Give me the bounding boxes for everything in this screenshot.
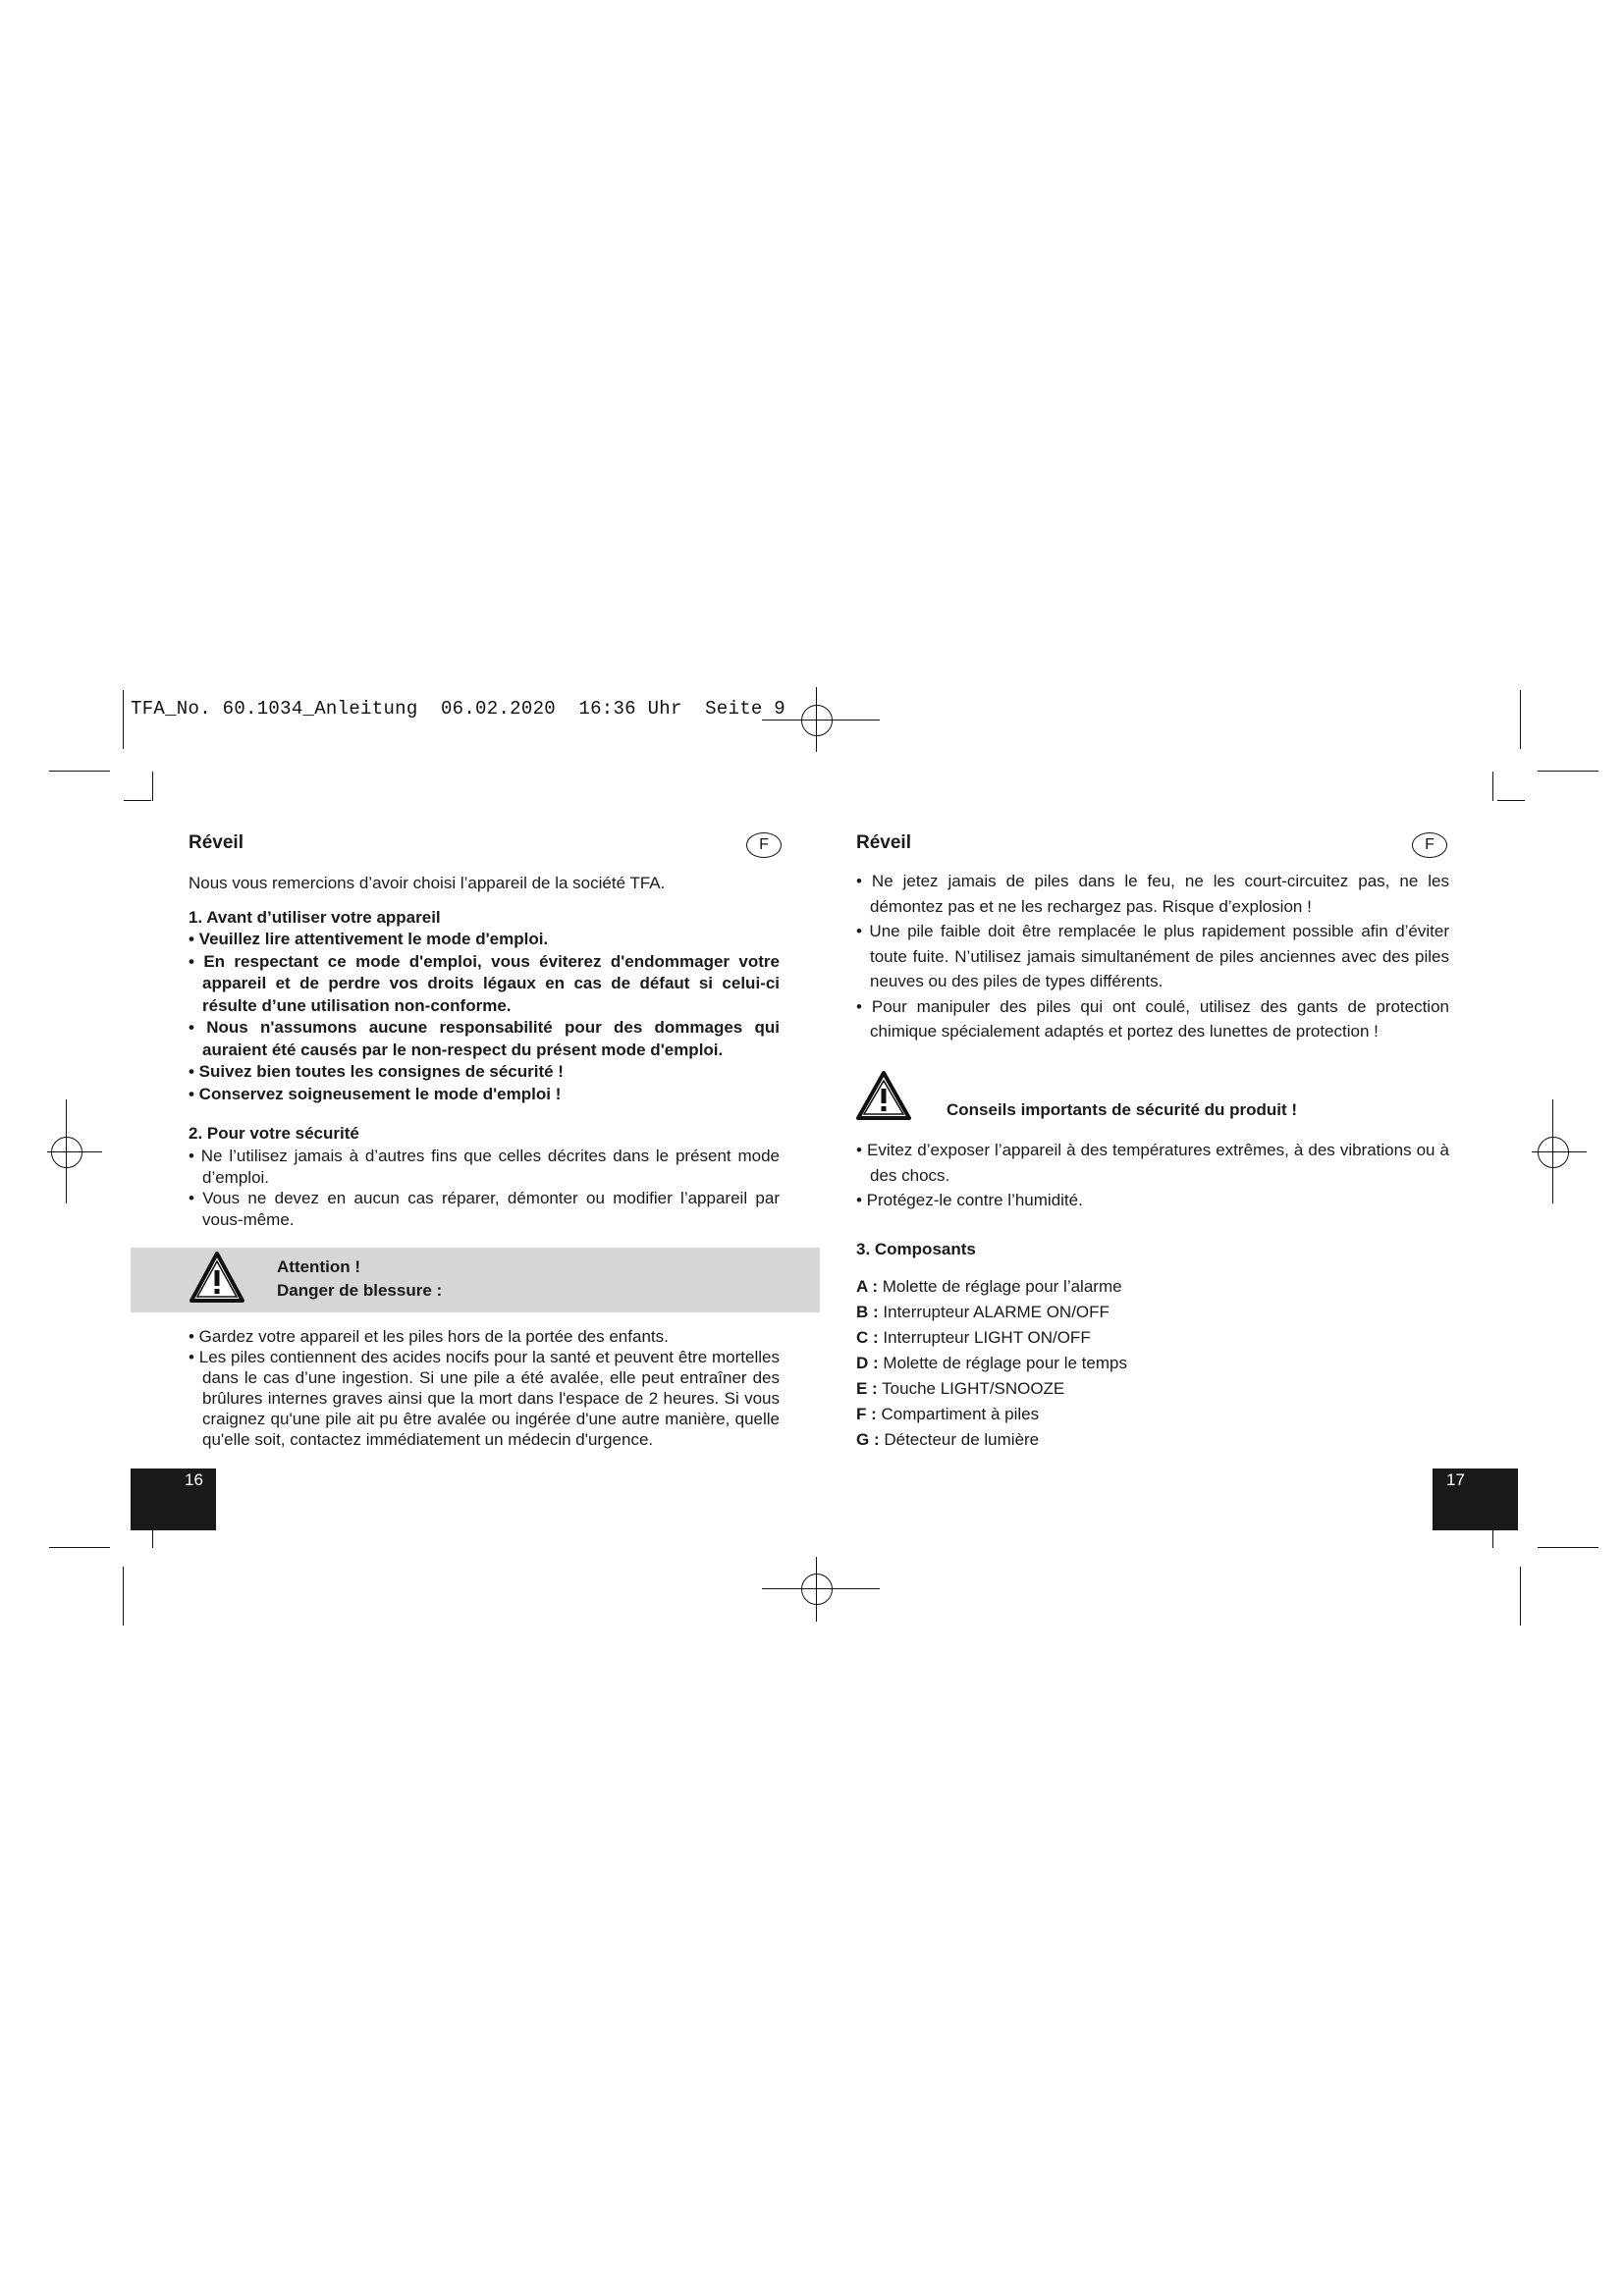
warning-title: Attention ! (277, 1257, 360, 1276)
list-item: • Les piles contiennent des acides nocifs pour la santé et peuvent être mortelles dans le cas d’une ingestion. Si une pile a été avalée, elle peut entraîner des brûlures internes graves ainsi que la mort dans l'espace de 2 heures. Si vous craignez qu'une pile ait pu être avalée ou ingérée d'une autre manière, quelle qu'elle soit, contactez immédiatement un médecin d'urgence. (189, 1348, 780, 1449)
list-item: • En respectant ce mode d'emploi, vous éviterez d'endommager votre appareil et de perdre vos droits légaux en cas de défaut si celui-ci résulte d’une utilisation non-conforme. (189, 951, 780, 1015)
component-key: C : (856, 1328, 879, 1347)
component-key: E : (856, 1379, 878, 1398)
page-number: 17 (1446, 1470, 1465, 1489)
warning-triangle-icon (189, 1251, 245, 1304)
warning-banner (131, 1248, 820, 1312)
section-2-heading: 2. Pour votre sécurité (189, 1124, 359, 1143)
component-key: D : (856, 1354, 879, 1372)
battery-list (856, 869, 1449, 1044)
component-text: Interrupteur LIGHT ON/OFF (883, 1328, 1091, 1347)
component-text: Interrupteur ALARME ON/OFF (883, 1303, 1110, 1321)
component-text: Molette de réglage pour le temps (883, 1354, 1127, 1372)
list-item (856, 1376, 1449, 1402)
component-key: G : (856, 1430, 880, 1449)
list-item (856, 1274, 1449, 1300)
list-item (856, 1300, 1449, 1325)
list-item: • Nous n'assumons aucune responsabilité pour des dommages qui auraient été causés par le non-respect du présent mode d'emploi. (189, 1018, 780, 1059)
component-key: B : (856, 1303, 879, 1321)
section-1-heading: 1. Avant d’utiliser votre appareil (189, 908, 441, 927)
section-1-list (189, 929, 780, 1105)
safety-list (856, 1138, 1449, 1213)
safety-heading: Conseils importants de sécurité du produit ! (947, 1100, 1298, 1119)
section-3-heading: 3. Composants (856, 1240, 976, 1258)
warning-text (277, 1255, 442, 1303)
page-number: 16 (185, 1470, 203, 1489)
page-title: Réveil (856, 832, 911, 853)
list-item: • Ne l’utilisez jamais à d’autres fins que celles décrites dans le présent mode d’emploi. (189, 1147, 780, 1187)
list-item: • Veuillez lire attentivement le mode d'emploi. (189, 930, 549, 948)
component-text: Compartiment à piles (881, 1405, 1040, 1423)
intro-text: Nous vous remercions d’avoir choisi l’appareil de la société TFA. (189, 874, 666, 892)
page-number-box (1433, 1468, 1518, 1530)
list-item: • Gardez votre appareil et les piles hors de la portée des enfants. (189, 1327, 669, 1346)
list-item: • Pour manipuler des piles qui ont coulé, utilisez des gants de protection chimique spécialement adaptés et portez des lunettes de protection ! (856, 996, 1449, 1041)
page-number-box (131, 1468, 216, 1530)
print-slug: TFA_No. 60.1034_Anleitung 06.02.2020 16:36 Uhr Seite 9 (131, 698, 786, 720)
component-text: Molette de réglage pour l’alarme (882, 1277, 1122, 1296)
page-title: Réveil (189, 832, 244, 853)
list-item: • Une pile faible doit être remplacée le plus rapidement possible afin d’éviter toute fuite. N’utilisez jamais simultanément de piles anciennes avec des piles neuves ou des piles de types différents. (856, 922, 1449, 990)
language-badge: F (746, 832, 782, 858)
list-item: • Suivez bien toutes les consignes de sécurité ! (189, 1062, 564, 1081)
component-text: Détecteur de lumière (884, 1430, 1040, 1449)
warning-triangle-icon (855, 1070, 912, 1121)
language-badge: F (1412, 832, 1447, 858)
section-2-list (189, 1146, 780, 1230)
list-item: • Conservez soigneusement le mode d'emploi ! (189, 1084, 562, 1103)
list-item (856, 1351, 1449, 1376)
component-text: Touche LIGHT/SNOOZE (882, 1379, 1065, 1398)
list-item: • Vous ne devez en aucun cas réparer, démonter ou modifier l’appareil par vous-même. (189, 1189, 780, 1229)
list-item (856, 1402, 1449, 1427)
list-item (856, 1325, 1449, 1351)
component-key: A : (856, 1277, 879, 1296)
list-item: • Protégez-le contre l’humidité. (856, 1191, 1083, 1209)
list-item: • Evitez d’exposer l’appareil à des températures extrêmes, à des vibrations ou à des chocs. (856, 1141, 1449, 1185)
component-key: F : (856, 1405, 877, 1423)
warning-subtitle: Danger de blessure : (277, 1281, 443, 1300)
list-item: • Ne jetez jamais de piles dans le feu, ne les court-circuitez pas, ne les démontez pas et ne les rechargez pas. Risque d’explosion ! (856, 872, 1449, 916)
components-list (856, 1274, 1449, 1453)
list-item (856, 1427, 1449, 1453)
